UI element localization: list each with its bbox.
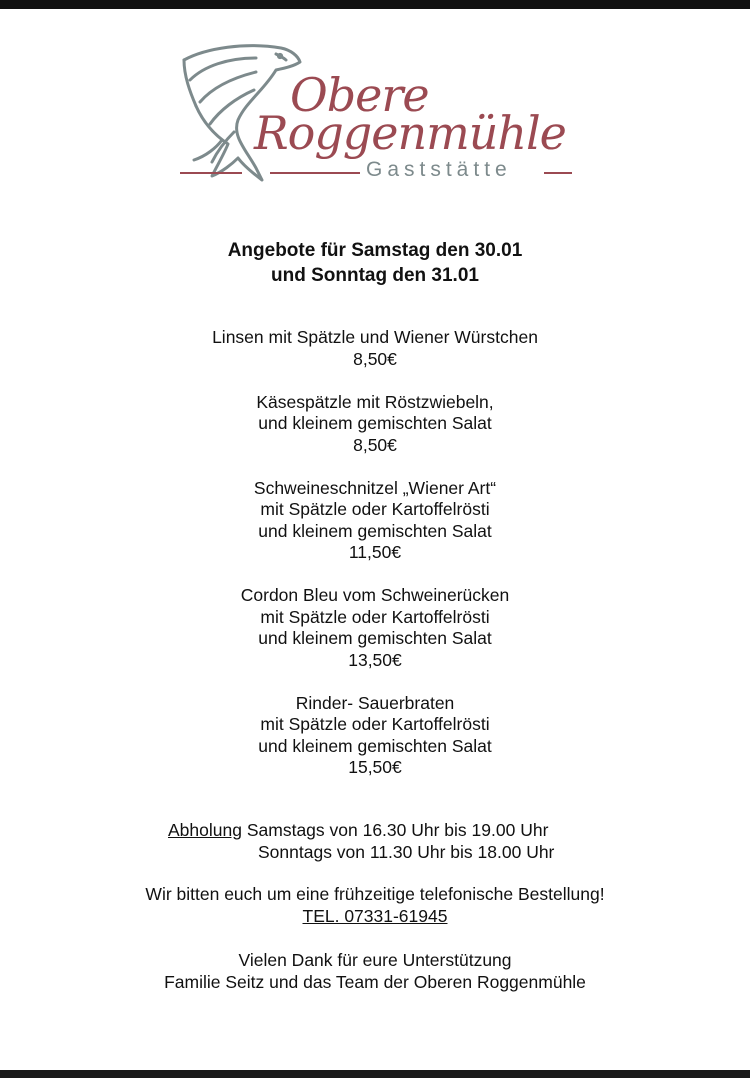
menu-item-line: Käsespätzle mit Röstzwiebeln, [256,391,494,412]
logo-wordmark-line2: Roggenmühle [254,106,566,160]
logo [176,40,576,190]
menu-item-line: Cordon Bleu vom Schweinerücken [240,585,510,605]
order-text: Wir bitten euch um eine frühzeitige telefonische Bestellung! [145,884,605,904]
menu-item [0,327,750,370]
menu-item-line: und kleinem gemischten Salat [258,520,492,541]
menu-item-price: 8,50€ [353,434,397,455]
pickup-saturday: Samstags von 16.30 Uhr bis 19.00 Uhr [246,820,549,840]
menu-item [0,392,750,457]
order-notice [0,884,750,927]
thanks-line2: Familie Seitz und das Team der Oberen Roggenmühle [164,971,586,992]
menu-item-line: und kleinem gemischten Salat [258,735,492,756]
logo-wordmark-line1: Obere [290,68,429,122]
pickup-label: Abholung [168,820,242,840]
menu-item-line: Rinder- Sauerbraten [295,692,455,713]
menu-item-line: und kleinem gemischten Salat [258,413,492,433]
menu-item-price: 8,50€ [353,348,397,369]
top-bar [0,0,750,9]
menu-item-price: 15,50€ [348,757,402,777]
thanks-note [0,950,750,993]
phone-number[interactable]: TEL. 07331-61945 [302,905,448,926]
headline [0,238,750,288]
menu-item-price: 13,50€ [348,649,402,670]
headline-line2: und Sonntag den 31.01 [271,265,479,286]
pickup-sunday: Sonntags von 11.30 Uhr bis 18.00 Uhr [258,842,555,862]
menu-item-line: Linsen mit Spätzle und Wiener Würstchen [212,327,538,347]
headline-line1: Angebote für Samstag den 30.01 [227,240,523,261]
menu-list [0,327,750,800]
menu-item [0,585,750,671]
menu-item-line: Schweineschnitzel „Wiener Art“ [253,477,497,498]
menu-item [0,478,750,564]
menu-item-price: 11,50€ [348,542,402,562]
pickup-saturday-row [168,820,548,842]
menu-item-line: mit Spätzle oder Kartoffelrösti [260,714,490,734]
bottom-bar [0,1070,750,1078]
menu-item-line: mit Spätzle oder Kartoffelrösti [260,606,490,627]
menu-item-line: mit Spätzle oder Kartoffelrösti [260,499,490,519]
menu-item-line: und kleinem gemischten Salat [258,628,492,648]
thanks-line1: Vielen Dank für eure Unterstützung [238,950,512,970]
logo-subtitle: Gaststätte [366,158,512,181]
menu-item [0,693,750,779]
